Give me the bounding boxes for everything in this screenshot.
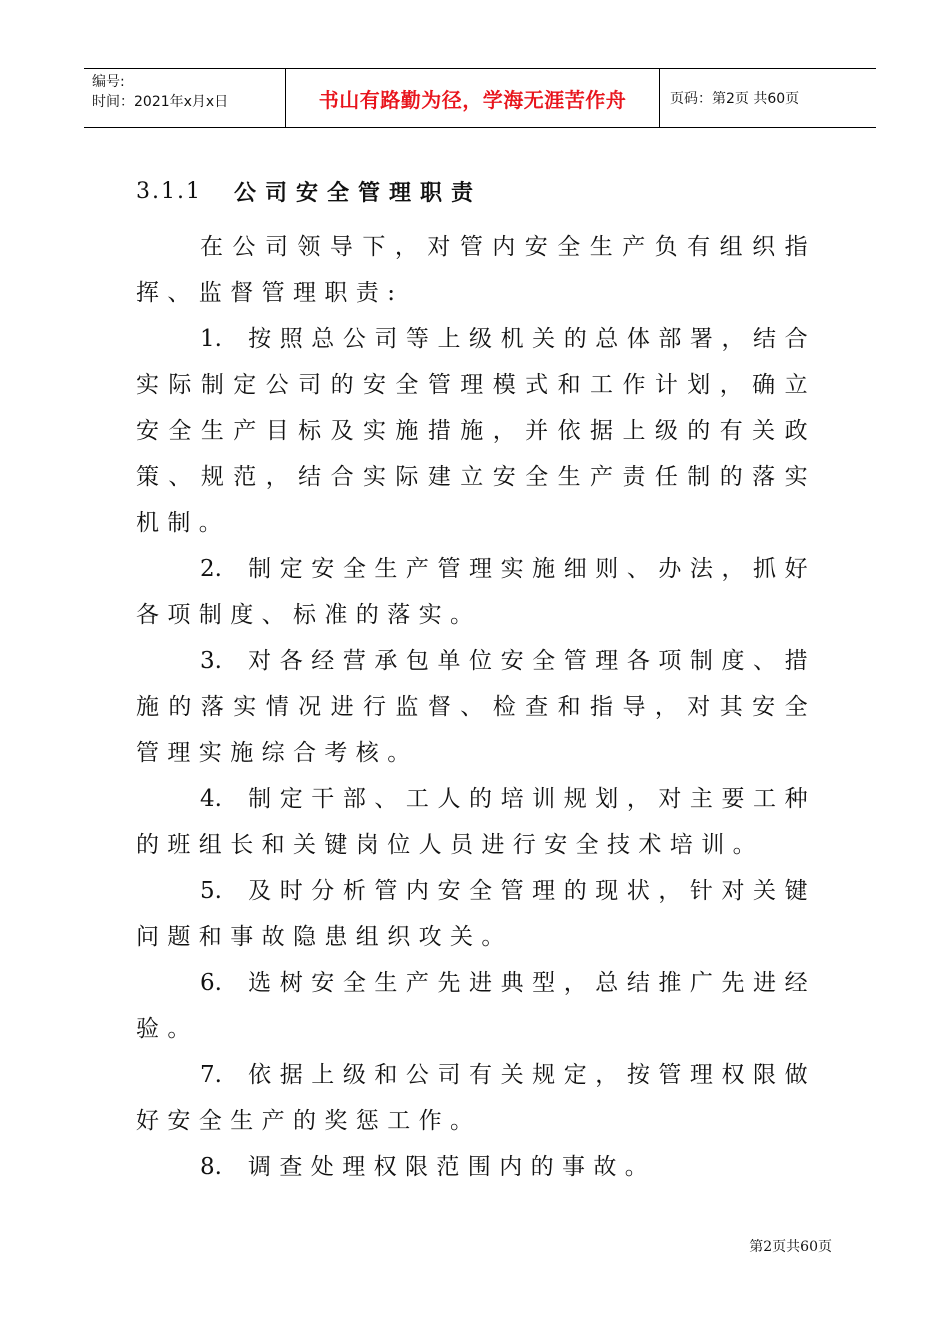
item-number: 2. xyxy=(200,556,222,582)
list-item xyxy=(136,1052,816,1144)
item-number: 7. xyxy=(200,1062,222,1088)
item-text: 制定干部、工人的培训规划，对主要工种的班组长和关键岗位人员进行安全技术培训。 xyxy=(136,786,816,858)
header-motto-cell xyxy=(286,69,660,127)
list-item xyxy=(136,316,816,546)
item-text: 按照总公司等上级机关的总体部署，结合实际制定公司的安全管理模式和工作计划，确立安全生产目标及实施措施，并依据上级的有关政策、规范，结合实际建立安全生产责任制的落实机制。 xyxy=(136,326,816,536)
item-number: 4. xyxy=(200,786,222,812)
header-page-info xyxy=(660,69,876,127)
document-body xyxy=(136,168,816,1190)
section-heading xyxy=(136,168,816,214)
item-text: 对各经营承包单位安全管理各项制度、措施的落实情况进行监督、检查和指导，对其安全管理实施综合考核。 xyxy=(136,648,816,766)
list-item xyxy=(136,546,816,638)
item-text: 及时分析管内安全管理的现状，针对关键问题和事故隐患组织攻关。 xyxy=(136,878,816,950)
item-text: 制定安全生产管理实施细则、办法，抓好各项制度、标准的落实。 xyxy=(136,556,816,628)
item-number: 5. xyxy=(200,878,222,904)
item-text: 依据上级和公司有关规定，按管理权限做好安全生产的奖惩工作。 xyxy=(136,1062,816,1134)
item-text: 选树安全生产先进典型，总结推广先进经验。 xyxy=(136,970,816,1042)
document-header xyxy=(84,68,876,128)
item-number: 8. xyxy=(200,1154,222,1180)
page-footer: 第2页共60页 xyxy=(749,1239,832,1255)
code-label: 编号: xyxy=(92,74,125,90)
item-number: 6. xyxy=(200,970,222,996)
item-text: 调查处理权限范围内的事故。 xyxy=(248,1154,657,1180)
header-motto: 书山有路勤为径，学海无涯苦作舟 xyxy=(318,87,627,112)
date-label: 时间：2021年x月x日 xyxy=(92,94,229,110)
list-item xyxy=(136,868,816,960)
list-item xyxy=(136,776,816,868)
section-number: 3.1.1 xyxy=(136,178,202,204)
item-number: 3. xyxy=(200,648,222,674)
item-number: 1. xyxy=(200,326,222,352)
intro-paragraph: 在公司领导下，对管内安全生产负有组织指挥、监督管理职责: xyxy=(136,234,816,306)
section-title: 公司安全管理职责 xyxy=(234,180,483,206)
page-info-text: 页码：第2页 共60页 xyxy=(670,91,800,107)
list-item xyxy=(136,960,816,1052)
header-meta xyxy=(84,69,286,127)
list-item xyxy=(136,638,816,776)
list-item xyxy=(136,1144,816,1190)
